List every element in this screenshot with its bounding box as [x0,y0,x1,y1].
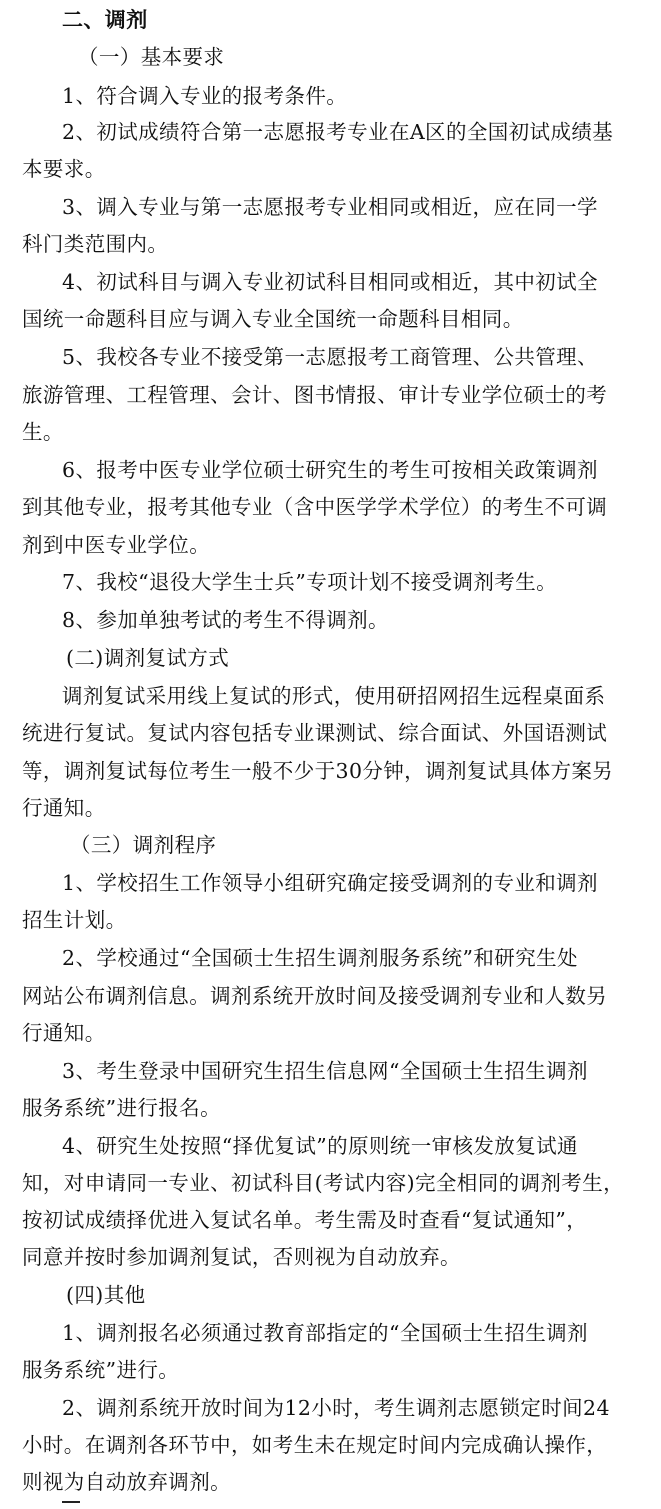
paragraph-line: 同意并按时参加调剂复试，否则视为自动放弃。 [22,1245,461,1269]
paragraph-line: 1、符合调入专业的报考条件。 [62,84,348,108]
paragraph-line: 生。 [22,420,64,444]
paragraph-line: 旅游管理、工程管理、会计、图书情报、审计专业学位硕士的考 [22,383,608,407]
paragraph-line: 招生计划。 [22,908,127,932]
paragraph-line: 到其他专业，报考其他专业（含中医学学术学位）的考生不可调 [22,495,608,519]
paragraph-line: 6、报考中医专业学位硕士研究生的考生可按相关政策调剂 [62,458,598,482]
paragraph-line: 等，调剂复试每位考生一般不少于30分钟，调剂复试具体方案另 [22,759,614,783]
paragraph-line: 2、学校通过“全国硕士生招生调剂服务系统”和研究生处 [62,946,578,970]
subsection-heading-procedure: （三）调剂程序 [70,833,217,857]
paragraph-line: 5、我校各专业不接受第一志愿报考工商管理、公共管理、 [62,345,598,369]
paragraph-line: 3、调入专业与第一志愿报考专业相同或相近，应在同一学 [62,195,598,219]
paragraph-line: 小时。在调剂各环节中，如考生未在规定时间内完成确认操作， [22,1433,608,1457]
paragraph-line: 本要求。 [22,157,106,181]
paragraph-line: 国统一命题科目应与调入专业全国统一命题科目相同。 [22,307,524,331]
paragraph-line: 3、考生登录中国研究生招生信息网“全国硕士生招生调剂 [62,1059,588,1083]
paragraph-line: 科门类范围内。 [22,232,169,256]
paragraph-line: 剂到中医专业学位。 [22,533,211,557]
paragraph-line: 1、学校招生工作领导小组研究确定接受调剂的专业和调剂 [62,871,598,895]
paragraph-line: 知，对申请同一专业、初试科目(考试内容)完全相同的调剂考生， [22,1171,624,1195]
paragraph-line: 调剂复试采用线上复试的形式，使用研招网招生远程桌面系 [62,684,606,708]
section-title: 二、调剂 [62,8,148,32]
paragraph-line: 服务系统”进行。 [22,1358,180,1382]
paragraph-line: 1、调剂报名必须通过教育部指定的“全国硕士生招生调剂 [62,1321,588,1345]
paragraph-line: 则视为自动放弃调剂。 [22,1470,231,1494]
paragraph-line: 8、参加单独考试的考生不得调剂。 [62,608,389,632]
paragraph-line: 7、我校“退役大学生士兵”专项计划不接受调剂考生。 [62,570,558,594]
paragraph-line: 网站公布调剂信息。调剂系统开放时间及接受调剂专业和人数另 [22,984,608,1008]
paragraph-line: 统进行复试。复试内容包括专业课测试、综合面试、外国语测试 [22,721,608,745]
paragraph-line: 2、初试成绩符合第一志愿报考专业在A区的全国初试成绩基 [62,120,614,144]
paragraph-line: 行通知。 [22,1021,106,1045]
paragraph-line: 服务系统”进行报名。 [22,1096,221,1120]
paragraph-line: 4、研究生处按照“择优复试”的原则统一审核发放复试通 [62,1134,578,1158]
paragraph-line: 2、调剂系统开放时间为12小时，考生调剂志愿锁定时间24 [62,1396,610,1420]
paragraph-line: 行通知。 [22,796,106,820]
subsection-heading-other: (四)其他 [66,1283,146,1307]
paragraph-line: 按初试成绩择优进入复试名单。考生需及时查看“复试通知”， [22,1208,588,1232]
subsection-heading-basic-requirements: （一）基本要求 [78,45,225,69]
subsection-heading-retest-method: (二)调剂复试方式 [66,646,230,670]
paragraph-line: 4、初试科目与调入专业初试科目相同或相近，其中初试全 [62,270,598,294]
cut-off-next-line-mark [62,1501,80,1503]
